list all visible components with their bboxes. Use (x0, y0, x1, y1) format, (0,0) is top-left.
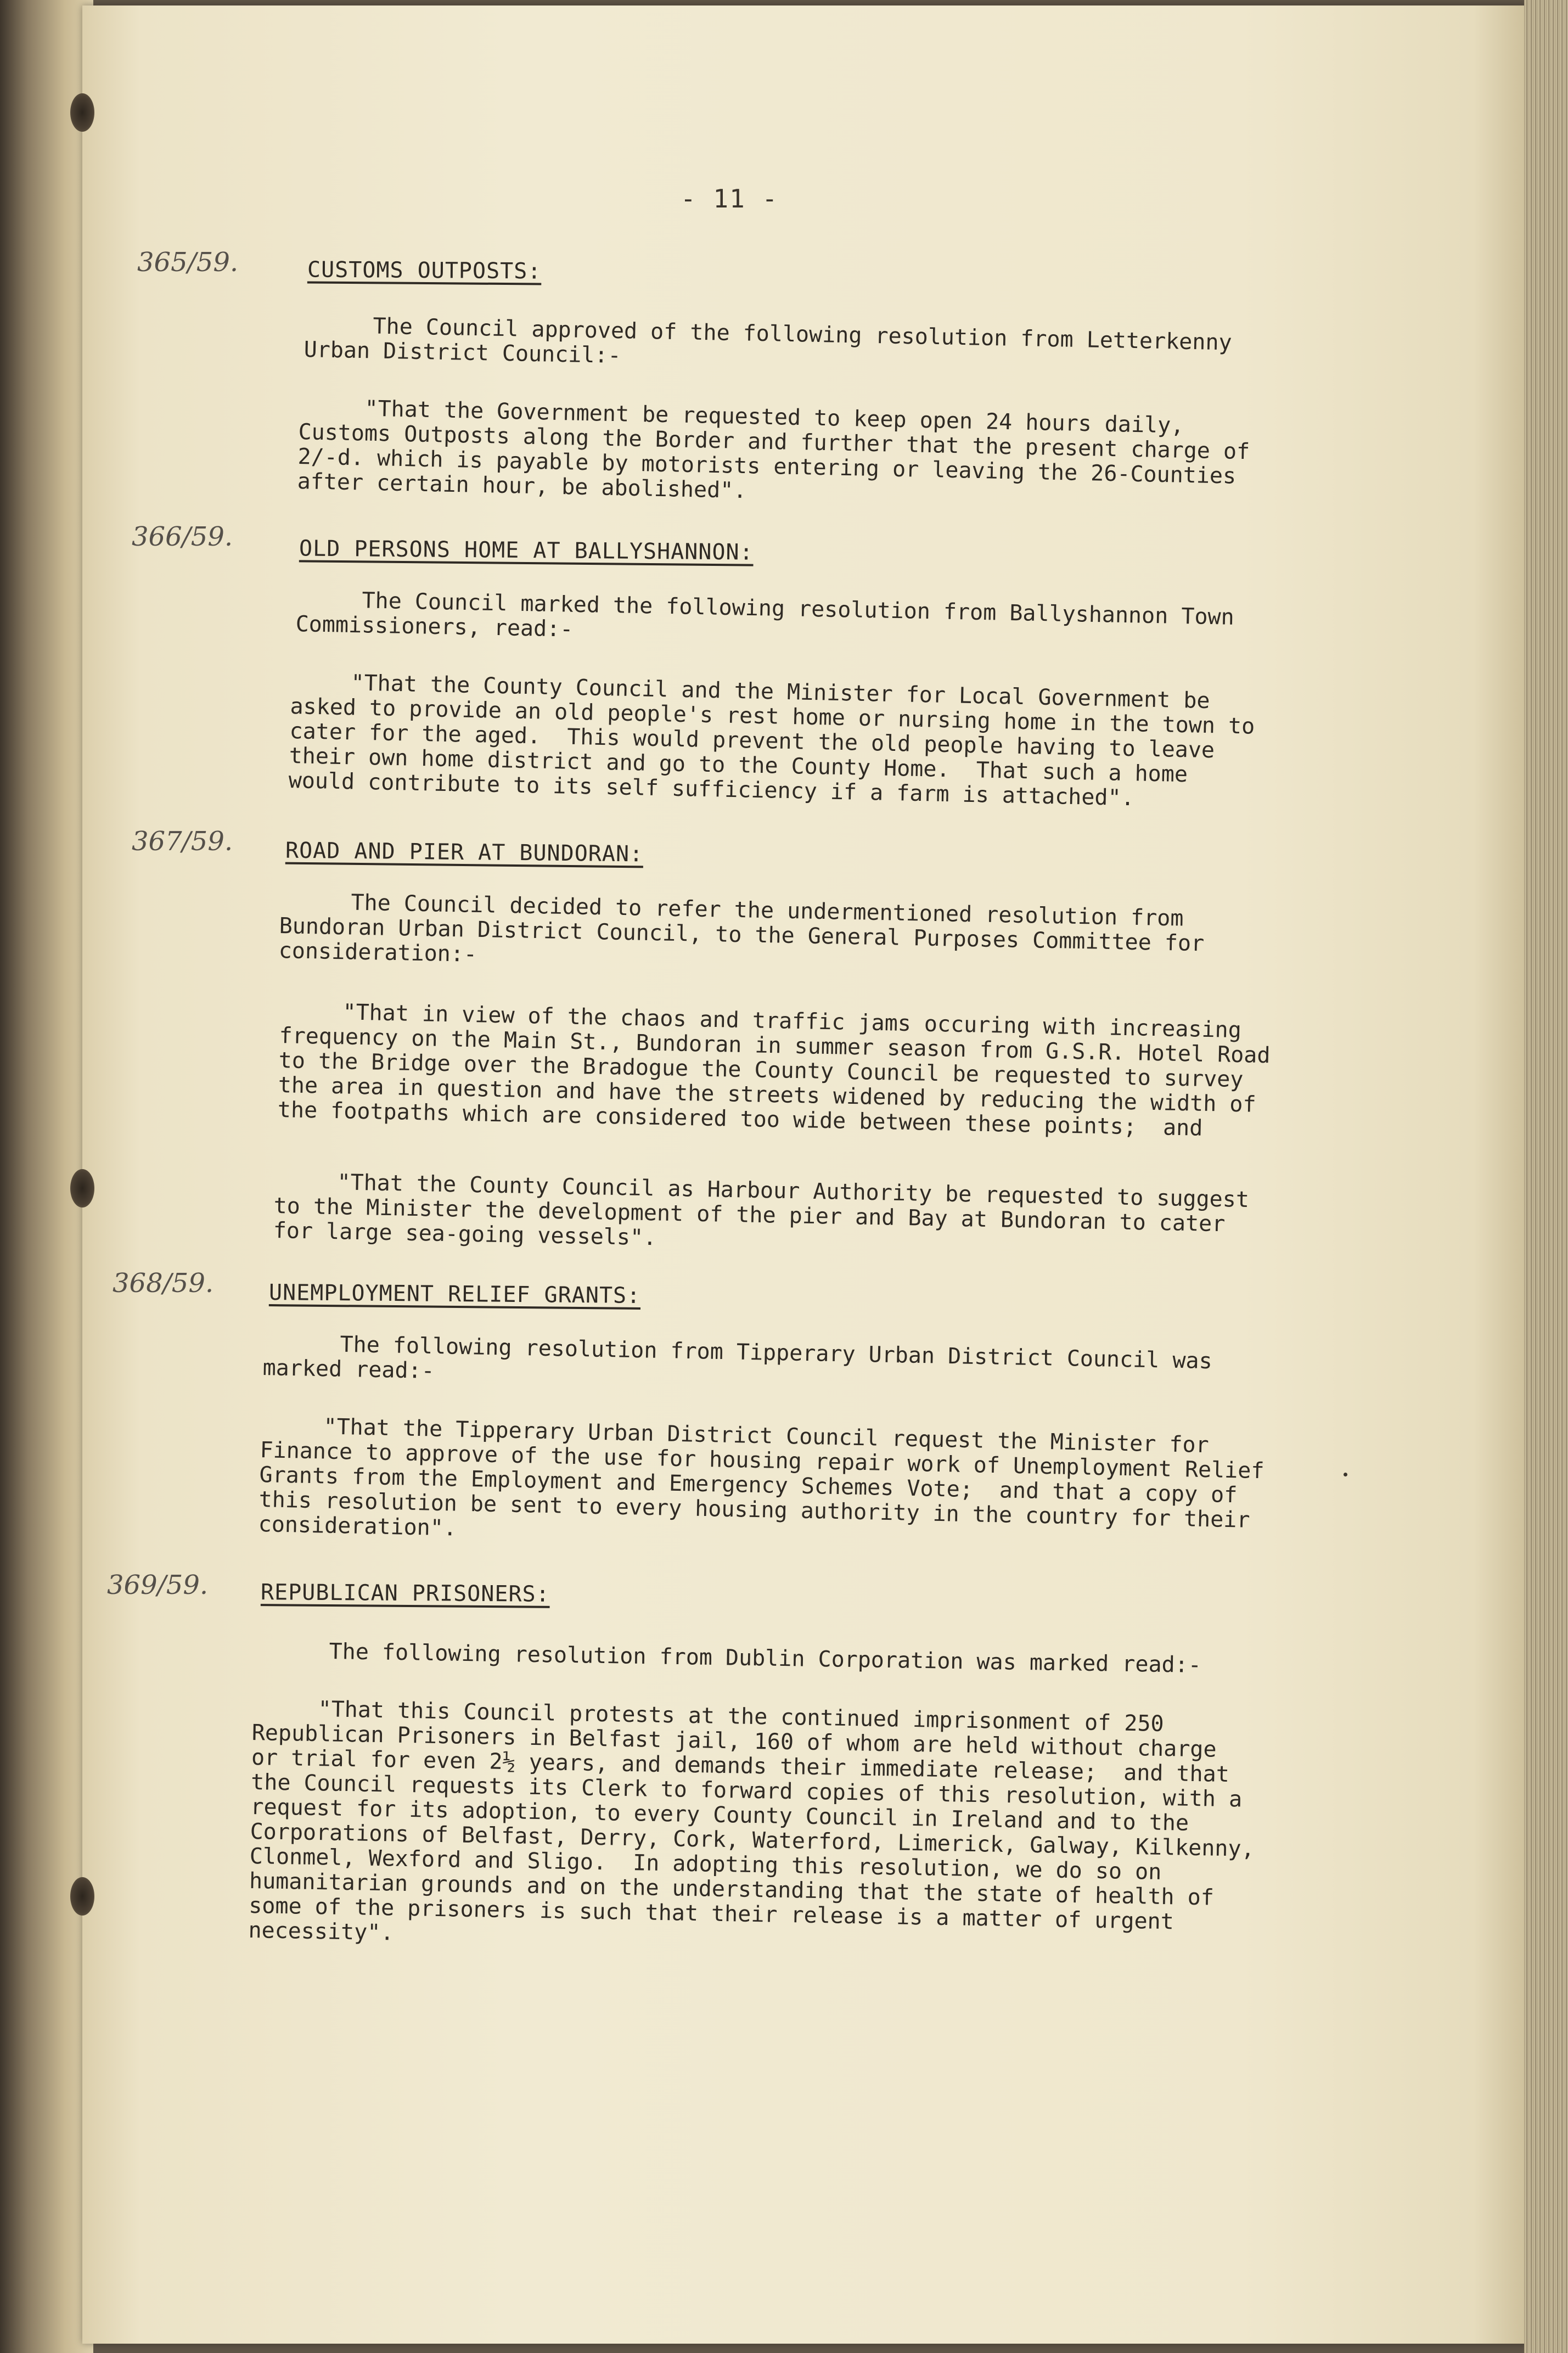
binding-hole (70, 93, 94, 132)
quoted-resolution (258, 1413, 1265, 1558)
intro-text: The Council decided to refer the undermentioned resolution from Bundoran Urban District Council, to the General Purposes Committee for consideration:- (278, 890, 1205, 967)
section-heading: UNEMPLOYMENT RELIEF GRANTS: (268, 1280, 641, 1309)
minute-ref: 368/59. (113, 1268, 214, 1299)
intro-text: The Council marked the following resolution from Ballyshannon Town Commissioners, read:- (295, 588, 1235, 642)
minute-ref: 365/59. (137, 247, 239, 278)
minute-ref: 367/59. (132, 826, 233, 857)
minute-ref: 366/59. (132, 521, 233, 552)
quote-text: "That in view of the chaos and traffic jams occuring with increasing frequency on the Main St., Bundoran in summer season from G.S.R. Hotel Road to the Bridge over the Bradogue the County Council be requested to survey the area in question and have the streets widened by reducing the width of the footpaths which are considered too wide between these points; and (277, 999, 1271, 1141)
page-edges (1524, 0, 1568, 2353)
minute-ref: 369/59. (107, 1570, 209, 1601)
quoted-resolution (288, 670, 1255, 813)
section-heading: ROAD AND PIER AT BUNDORAN: (285, 838, 644, 867)
section-heading: CUSTOMS OUTPOSTS: (307, 257, 542, 284)
quote-text: "That the Government be requested to keep open 24 hours daily, Customs Outposts along the Border and further that the present charge of 2/-d. which is payable by motorists entering or leaving the 26-Counties after certain hour, be abolished". (297, 396, 1250, 504)
intro-text: The following resolution from Dublin Corporation was marked read:- (329, 1639, 1202, 1678)
quoted-resolution (277, 999, 1271, 1142)
section-heading: REPUBLICAN PRISONERS: (260, 1580, 550, 1607)
binding-hole (70, 1877, 94, 1916)
quote-text: "That the County Council as Harbour Authority be requested to suggest to the Minister the development of the pier and Bay at Bundoran to cater for large sea-going vessels". (273, 1170, 1250, 1251)
quote-text: "That the Tipperary Urban District Council request the Minister for Finance to approve of the use for housing repair work of Unemployment Relief Grants from the Employment and Emergency Schemes Vote; and that a copy of this resolution be sent to every housing authority in the country for their consideration". (258, 1414, 1264, 1541)
binding-hole (70, 1169, 94, 1208)
intro-text: The Council approved of the following resolution from Letterkenny Urban District Council:- (304, 313, 1233, 369)
section-heading: OLD PERSONS HOME AT BALLYSHANNON: (299, 536, 754, 565)
ink-speck (1344, 1473, 1347, 1476)
quoted-resolution (297, 395, 1250, 514)
quote-text: "That the County Council and the Minister for Local Government be asked to provide an old people's rest home or nursing home in the town to cater for the aged. This would prevent the old people having to leave their own home district and go to the County Home. That such a home would contribute to its self sufficiency if a farm is attached". (288, 670, 1255, 811)
page-number: - 11 - (681, 184, 779, 214)
quote-text: "That this Council protests at the continued imprisonment of 250 Republican Prisoners in Belfast jail, 160 of whom are held without charge or trial for even 2½ years, and demands their immediate release; and that the Council requests its Clerk to forward copies of this resolution, with a request for its adoption, to every County Council in Ireland and to the Corporations of Belfast, Derry, Cork, Waterford, Limerick, Galway, Kilkenny, Clonmel, Wexford and Sligo. In adopting this resolution, we do so on humanitarian grounds and on the understanding that the state of health of some of the prisoners is such that their release is a matter of urgent necessity". (248, 1697, 1255, 1946)
quoted-resolution (248, 1696, 1257, 1961)
intro-text: The following resolution from Tipperary Urban District Council was marked read:- (262, 1332, 1213, 1384)
